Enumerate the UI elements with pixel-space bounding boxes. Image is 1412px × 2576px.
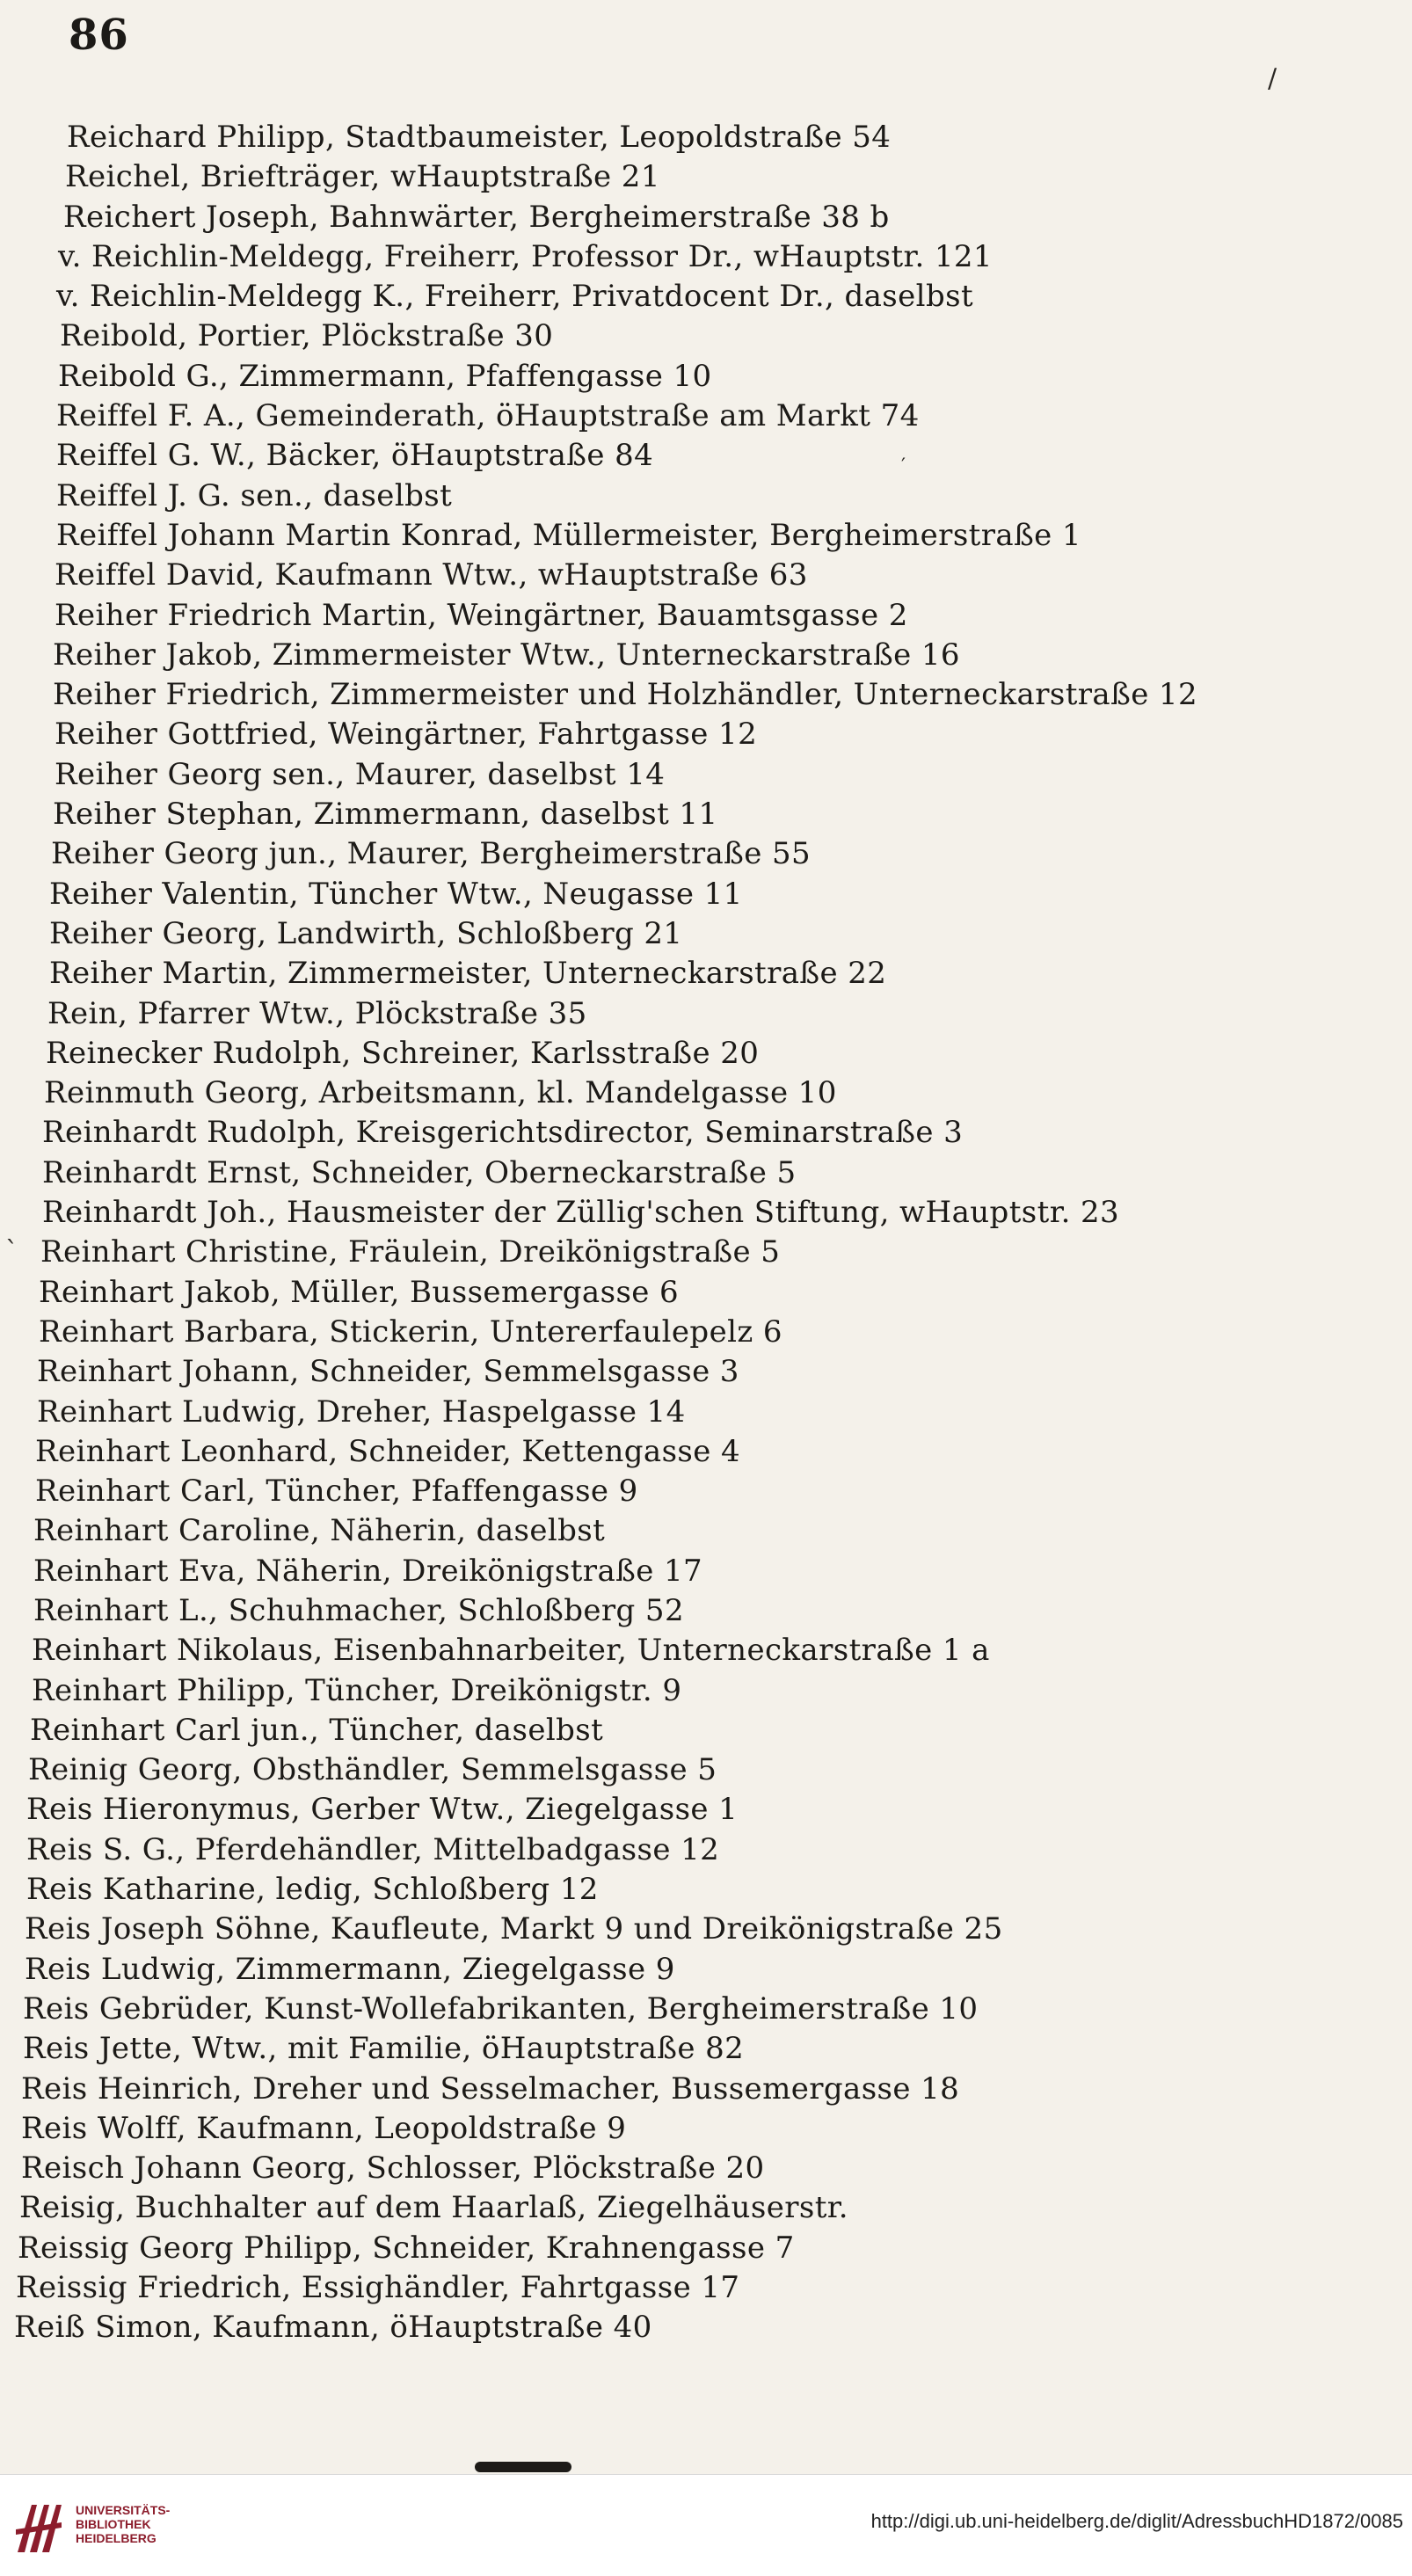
library-name: [76, 2503, 170, 2545]
directory-entry: Reinhart L., Schuhmacher, Schloßberg 52: [33, 1592, 684, 1628]
directory-entry: Reiffel F. A., Gemeinderath, öHauptstraße am Markt 74: [56, 398, 920, 434]
directory-entry: Reiher Georg sen., Maurer, daselbst 14: [55, 756, 666, 792]
footer-bar: [0, 2474, 1412, 2576]
margin-mark: `: [5, 1236, 18, 1267]
source-url-link[interactable]: http://digi.ub.uni-heidelberg.de/diglit/AdressbuchHD1872/0085: [870, 2510, 1403, 2532]
directory-entry: Reinhart Nikolaus, Eisenbahnarbeiter, Unterneckarstraße 1 a: [32, 1633, 990, 1669]
directory-entry: Reiher Friedrich, Zimmermeister und Holzhändler, Unterneckarstraße 12: [53, 677, 1197, 713]
directory-entry: Reiffel G. W., Bäcker, öHauptstraße 84: [56, 438, 654, 474]
directory-entry: Reis Hieronymus, Gerber Wtw., Ziegelgasse 1: [26, 1792, 739, 1828]
page-end-rule: [475, 2462, 571, 2472]
directory-entry: Reiher Georg jun., Maurer, Bergheimerstraße 55: [51, 836, 812, 872]
directory-entry: Reiffel David, Kaufmann Wtw., wHauptstraße 63: [55, 557, 808, 593]
directory-entry: Reiher Stephan, Zimmermann, daselbst 11: [53, 797, 718, 833]
directory-entry: Reichel, Briefträger, wHauptstraße 21: [65, 159, 660, 195]
directory-entry: Reis Gebrüder, Kunst-Wollefabrikanten, Bergheimerstraße 10: [23, 1990, 979, 2027]
directory-entry: Reis Ludwig, Zimmermann, Ziegelgasse 9: [25, 1951, 675, 1987]
directory-entry: Reinhardt Joh., Hausmeister der Züllig'schen Stiftung, wHauptstr. 23: [42, 1195, 1120, 1231]
directory-entry: Reibold, Portier, Plöckstraße 30: [60, 318, 554, 354]
address-entry-list: [0, 118, 1336, 2348]
directory-entry: Reinhart Jakob, Müller, Bussemergasse 6: [39, 1274, 680, 1310]
directory-entry: Reinhardt Ernst, Schneider, Oberneckarstraße 5: [42, 1154, 797, 1190]
directory-entry: Reissig Friedrich, Essighändler, Fahrtgasse 17: [16, 2270, 740, 2306]
university-library-logo-icon: [11, 2491, 67, 2561]
directory-entry: Reiher Valentin, Tüncher Wtw., Neugasse 11: [49, 876, 743, 912]
directory-entry: Reinhart Johann, Schneider, Semmelsgasse 3: [37, 1354, 739, 1390]
library-name-line: UNIVERSITÄTS-: [76, 2503, 171, 2517]
directory-entry: Reis S. G., Pferdehändler, Mittelbadgasse 12: [26, 1831, 720, 1867]
directory-entry: Reiß Simon, Kaufmann, öHauptstraße 40: [14, 2310, 652, 2346]
directory-entry: Reiher Gottfried, Weingärtner, Fahrtgasse 12: [55, 717, 758, 753]
directory-entry: Reiffel J. G. sen., daselbst: [56, 477, 453, 513]
directory-entry: Reinecker Rudolph, Schreiner, Karlsstraße 20: [46, 1035, 760, 1071]
directory-entry: Reiher Martin, Zimmermeister, Unterneckarstraße 22: [49, 956, 887, 992]
directory-entry: Reiher Friedrich Martin, Weingärtner, Bauamtsgasse 2: [55, 597, 908, 633]
directory-entry: Reinhart Carl, Tüncher, Pfaffengasse 9: [35, 1474, 638, 1510]
directory-entry: Reinig Georg, Obsthändler, Semmelsgasse 5: [28, 1752, 717, 1788]
directory-entry: Reissig Georg Philipp, Schneider, Krahnengasse 7: [18, 2230, 795, 2266]
directory-entry: Reinhart Caroline, Näherin, daselbst: [33, 1513, 606, 1549]
directory-entry: Reinhart Philipp, Tüncher, Dreikönigstr. 9: [32, 1672, 682, 1708]
directory-entry: Reiher Jakob, Zimmermeister Wtw., Unterneckarstraße 16: [53, 637, 960, 673]
directory-entry: Reinhart Christine, Fräulein, Dreikönigstraße 5: [40, 1234, 781, 1270]
library-name-line: HEIDELBERG: [76, 2531, 156, 2545]
directory-entry: Reisig, Buchhalter auf dem Haarlaß, Ziegelhäuserstr.: [19, 2190, 848, 2226]
directory-entry: v. Reichlin-Meldegg, Freiherr, Professor Dr., wHauptstr. 121: [58, 238, 993, 274]
directory-entry: Reis Wolff, Kaufmann, Leopoldstraße 9: [21, 2110, 627, 2146]
directory-entry: Reis Heinrich, Dreher und Sesselmacher, Bussemergasse 18: [21, 2070, 960, 2107]
page-number: 86: [69, 11, 129, 60]
margin-mark: /: [1268, 63, 1277, 94]
directory-entry: Reinhart Eva, Näherin, Dreikönigstraße 17: [33, 1553, 703, 1589]
directory-entry: Reichert Joseph, Bahnwärter, Bergheimerstraße 38 b: [63, 199, 890, 235]
directory-entry: Reinhardt Rudolph, Kreisgerichtsdirector, Seminarstraße 3: [42, 1115, 964, 1151]
directory-entry: Reinhart Leonhard, Schneider, Kettengasse 4: [35, 1433, 741, 1469]
margin-mark: ′: [901, 455, 906, 477]
directory-entry: Reibold G., Zimmermann, Pfaffengasse 10: [58, 358, 712, 394]
library-logo[interactable]: [11, 2491, 186, 2561]
directory-entry: Reinhart Barbara, Stickerin, Untererfaulepelz 6: [39, 1313, 782, 1350]
directory-entry: Reichard Philipp, Stadtbaumeister, Leopoldstraße 54: [67, 120, 892, 155]
directory-entry: Reinhart Ludwig, Dreher, Haspelgasse 14: [37, 1394, 686, 1430]
directory-entry: Reiher Georg, Landwirth, Schloßberg 21: [49, 915, 683, 951]
library-name-line: BIBLIOTHEK: [76, 2517, 151, 2531]
directory-entry: Reis Jette, Wtw., mit Familie, öHauptstraße 82: [23, 2031, 745, 2067]
directory-entry: Reiffel Johann Martin Konrad, Müllermeister, Bergheimerstraße 1: [56, 517, 1081, 553]
directory-entry: Reinhart Carl jun., Tüncher, daselbst: [30, 1712, 604, 1748]
directory-entry: Reis Joseph Söhne, Kaufleute, Markt 9 und Dreikönigstraße 25: [25, 1911, 1003, 1947]
directory-entry: Reis Katharine, ledig, Schloßberg 12: [26, 1872, 599, 1908]
directory-entry: Reisch Johann Georg, Schlosser, Plöckstraße 20: [21, 2150, 765, 2187]
directory-entry: Rein, Pfarrer Wtw., Plöckstraße 35: [47, 995, 587, 1031]
directory-entry: Reinmuth Georg, Arbeitsmann, kl. Mandelgasse 10: [44, 1075, 837, 1111]
directory-entry: v. Reichlin-Meldegg K., Freiherr, Privatdocent Dr., daselbst: [56, 279, 974, 315]
